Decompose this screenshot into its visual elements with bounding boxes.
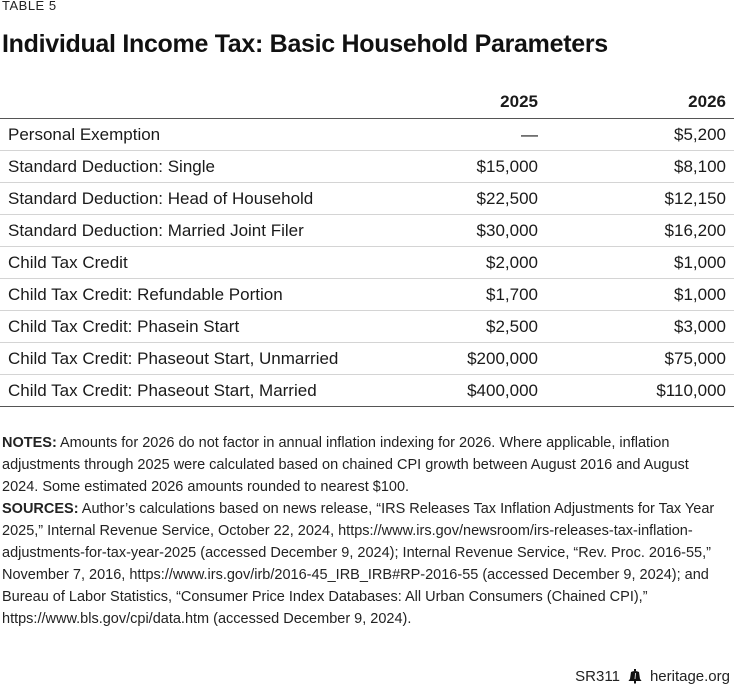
table-row — [0, 311, 734, 343]
notes-text: Amounts for 2026 do not factor in annual inflation indexing for 2026. Where applicable, inflation adjustments through 2025 were calculated based on chained CPI growth between August 2016 and August 2024. Some estimated 2026 amounts rounded to nearest $100. — [2, 435, 689, 495]
sources-heading: SOURCES: — [2, 501, 79, 517]
site-url[interactable]: heritage.org — [649, 668, 730, 685]
value-2025: $2,500 — [358, 311, 546, 343]
column-header-2025: 2025 — [358, 86, 546, 119]
value-2025: $400,000 — [358, 375, 546, 407]
table-row — [0, 375, 734, 407]
value-2025: $15,000 — [358, 151, 546, 183]
row-label: Child Tax Credit: Refundable Portion — [0, 279, 358, 311]
column-header-2026: 2026 — [546, 86, 734, 119]
row-label: Child Tax Credit: Phasein Start — [0, 311, 358, 343]
row-label: Personal Exemption — [0, 119, 358, 151]
notes-heading: NOTES: — [2, 435, 57, 451]
value-2026: $75,000 — [546, 343, 734, 375]
table-header-row — [0, 86, 734, 119]
sources-text: Author’s calculations based on news release, “IRS Releases Tax Inflation Adjustments for Tax Year 2025,” Internal Revenue Service, October 22, 2024, https://www.irs.gov/newsroom/irs-releases-tax-inflation-adjustments-for-tax-year-2025 (accessed December 9, 2024); Internal Revenue Service, “Rev. Proc. 2016-55,” November 7, 2016, https://www.irs.gov/irb/2016-45_IRB_IRB#RP-2016-55 (accessed December 9, 2024); and Bureau of Labor Statistics, “Consumer Price Index Databases: All Urban Consumers (Chained CPI),” https://www.bls.gov/cpi/data.htm (accessed December 9, 2024). — [2, 501, 715, 627]
value-2026: $8,100 — [546, 151, 734, 183]
value-2026: $1,000 — [546, 279, 734, 311]
value-2025: $30,000 — [358, 215, 546, 247]
table-row — [0, 247, 734, 279]
sources-paragraph — [2, 498, 728, 630]
notes-paragraph — [2, 432, 728, 498]
row-label: Child Tax Credit: Phaseout Start, Married — [0, 375, 358, 407]
table-label: TABLE 5 — [2, 0, 57, 13]
column-header-label — [0, 86, 358, 119]
parameters-table — [0, 86, 734, 407]
value-2025: $1,700 — [358, 279, 546, 311]
value-2026: $1,000 — [546, 247, 734, 279]
table-row — [0, 119, 734, 151]
row-label: Child Tax Credit — [0, 247, 358, 279]
liberty-bell-icon — [628, 669, 642, 684]
value-2026: $16,200 — [546, 215, 734, 247]
row-label: Child Tax Credit: Phaseout Start, Unmarried — [0, 343, 358, 375]
value-2026: $3,000 — [546, 311, 734, 343]
row-label: Standard Deduction: Head of Household — [0, 183, 358, 215]
table-row — [0, 151, 734, 183]
value-2026: $12,150 — [546, 183, 734, 215]
row-label: Standard Deduction: Married Joint Filer — [0, 215, 358, 247]
value-2025: $22,500 — [358, 183, 546, 215]
footer — [575, 668, 730, 685]
table-row — [0, 343, 734, 375]
row-label: Standard Deduction: Single — [0, 151, 358, 183]
notes-section — [2, 432, 728, 630]
value-2025: — — [358, 119, 546, 151]
table-row — [0, 279, 734, 311]
report-id: SR311 — [575, 668, 620, 685]
value-2026: $5,200 — [546, 119, 734, 151]
table-row — [0, 215, 734, 247]
value-2025: $200,000 — [358, 343, 546, 375]
page-title: Individual Income Tax: Basic Household Parameters — [2, 30, 608, 58]
value-2026: $110,000 — [546, 375, 734, 407]
value-2025: $2,000 — [358, 247, 546, 279]
table-row — [0, 183, 734, 215]
